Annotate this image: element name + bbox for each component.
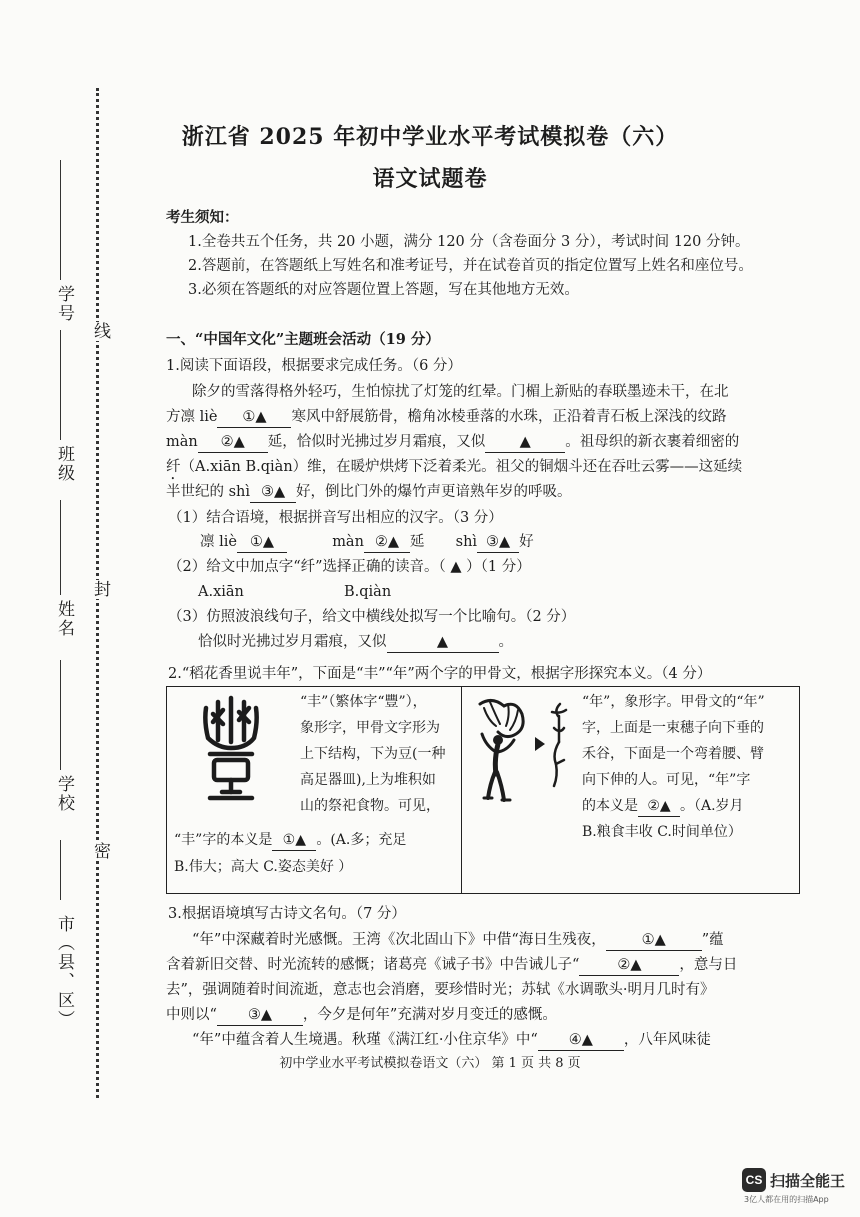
city-label: 市（县、区） [54,915,74,1029]
notice-heading: 考生须知： [166,209,239,226]
oracle-feng-glyph-icon [196,694,266,806]
q2-left-line-4: 高足器皿),上为堆积如 [300,772,436,788]
q3-blank-1[interactable]: ①▲ [606,930,702,951]
oracle-nian-glyph-icon [548,702,570,790]
q2-blank-2[interactable]: ②▲ [638,796,680,817]
section-heading: 一、“中国年文化”主题班会活动（19 分） [166,331,440,348]
q3-blank-3[interactable]: ③▲ [217,1005,303,1026]
q1-sub3: （3）仿照波浪线句子，给文中横线处拟写一个比喻句。（2 分） [168,609,576,625]
exam-subtitle: 语文试题卷 [372,166,488,192]
arrow-right-icon [534,736,546,752]
q1-passage-line-3: màn ②▲ 延，恰似时光拂过岁月霜痕，又似 ▲ 。祖母织的新衣裹着细密的 [166,432,739,453]
q3-blank-4[interactable]: ④▲ [538,1030,624,1051]
school-field[interactable] [60,660,61,770]
q2-right-options: B.粮食丰收 C.时间单位） [582,824,742,840]
name-field[interactable] [60,500,61,595]
q1-sub1-answers: 凛 liè ①▲ màn ②▲ 延 shì ③▲ 好 [200,532,534,553]
city-field[interactable] [60,840,61,900]
q2-right-line-1: “年”，象形字。甲骨文的“年” [582,694,765,710]
q2-right-line-4: 向下伸的人。可见，“年”字 [582,772,751,788]
answer-1[interactable]: ①▲ [237,532,287,553]
binding-line-label: 线 [88,322,113,341]
grain-bearer-pictogram-icon [470,696,530,804]
notice-item-3: 3.必须在答题纸的对应答题位置上答题，写在其他地方无效。 [188,282,579,298]
q1-sub2-option-b[interactable]: B.qiàn [344,584,392,600]
q1-sub3-answer: 恰似时光拂过岁月霜痕，又似 ▲ 。 [198,632,513,653]
binding-seal-label: 封 [88,580,113,599]
notice-item-1: 1.全卷共五个任务，共 20 小题，满分 120 分（含卷面分 3 分），考试时间 120 分钟。 [188,234,750,250]
q2-right-question: 的本义是 ②▲ 。（A.岁月 [582,796,744,817]
q2-left-line-5: 山的祭祀食物。可见， [300,798,440,814]
student-id-label: 学号 [54,285,74,323]
q2-left-question: “丰”字的本义是 ①▲ 。(A.多；充足 [174,830,406,851]
q3-line-3: 去”，强调随着时间流逝，意志也会消磨，要珍惜时光；苏轼《水调歌头·明月几时有》 [166,982,715,998]
blank-2[interactable]: ②▲ [198,432,268,453]
blank-metaphor[interactable]: ▲ [485,432,565,453]
class-label: 班级 [54,445,74,483]
scanner-logo-icon: CS [742,1168,766,1192]
q2-left-line-1: “丰”（繁体字“豐”）， [300,694,427,710]
q1-sub2: （2）给文中加点字“纤”选择正确的读音。（ ▲ ）（1 分） [168,559,531,575]
answer-2[interactable]: ②▲ [364,532,410,553]
q2-blank-1[interactable]: ①▲ [272,830,316,851]
q1-stem: 1.阅读下面语段，根据要求完成任务。（6 分） [166,358,462,374]
school-label: 学校 [54,775,74,813]
q2-right-line-2: 字，上面是一束穗子向下垂的 [582,720,764,736]
q2-left-line-2: 象形字，甲骨文字形为 [300,720,440,736]
q1-passage-line-5: 半世纪的 shì ③▲ 好，倒比门外的爆竹声更谙熟年岁的呼吸。 [166,482,572,503]
page-footer: 初中学业水平考试模拟卷语文（六） 第 1 页 共 8 页 [279,1056,581,1071]
q1-sub2-option-a[interactable]: A.xiān [198,584,244,600]
binding-secret-label: 密 [88,842,113,861]
q2-left-line-3: 上下结构，下为豆(一种 [300,746,446,762]
q1-sub1: （1）结合语境，根据拼音写出相应的汉字。（3 分） [168,510,503,526]
q2-right-line-3: 禾谷，下面是一个弯着腰、臂 [582,746,764,762]
exam-title: 浙江省 2025 年初中学业水平考试模拟卷（六） [181,124,679,150]
q3-line-5: “年”中蕴含着人生境遇。秋瑾《满江红·小住京华》中“ ④▲ ，八年风味徒 [192,1030,711,1051]
q1-passage-line-4: 纤（A.xiān B.qiàn）维，在暖炉烘烤下泛着柔光。祖父的铜烟斗还在吞吐云雾——这延续 [166,459,743,475]
q2-stem: 2.“稻花香里说丰年”，下面是“丰”“年”两个字的甲骨文，根据字形探究本义。（4 分） [168,666,712,682]
blank-1[interactable]: ①▲ [217,407,291,428]
class-field[interactable] [60,330,61,440]
blank-3[interactable]: ③▲ [250,482,296,503]
notice-item-2: 2.答题前，在答题纸上写姓名和准考证号，并在试卷首页的指定位置写上姓名和座位号。 [188,258,753,274]
q3-stem: 3.根据语境填写古诗文名句。（7 分） [168,906,406,922]
q3-line-1: “年”中深藏着时光感慨。王湾《次北固山下》中借“海日生残夜， ①▲ ”蕴 [192,930,724,951]
q3-line-2: 含着新旧交替、时光流转的感慨；诸葛亮《诫子书》中告诫儿子“ ②▲ ，意与日 [166,955,737,976]
name-label: 姓名 [54,600,74,638]
q2-left-options: B.伟大；高大 C.姿态美好 ） [174,859,353,875]
q1-passage-line-2: 方凛 liè ①▲ 寒风中舒展筋骨，檐角冰棱垂落的水珠，正沿着青石板上深浅的纹路 [166,407,726,428]
scanner-app-name: 扫描全能王 [770,1172,846,1190]
q3-line-4: 中则以“ ③▲ ，今夕是何年”充满对岁月变迁的感慨。 [166,1005,557,1026]
answer-metaphor[interactable]: ▲ [387,632,499,653]
q3-blank-2[interactable]: ②▲ [579,955,679,976]
q1-passage-line-1: 除夕的雪落得格外轻巧，生怕惊扰了灯笼的红晕。门楣上新贴的春联墨迹未干，在北 [192,384,729,400]
answer-3[interactable]: ③▲ [477,532,519,553]
scanner-tagline: 3亿人都在用的扫描App [744,1195,829,1204]
